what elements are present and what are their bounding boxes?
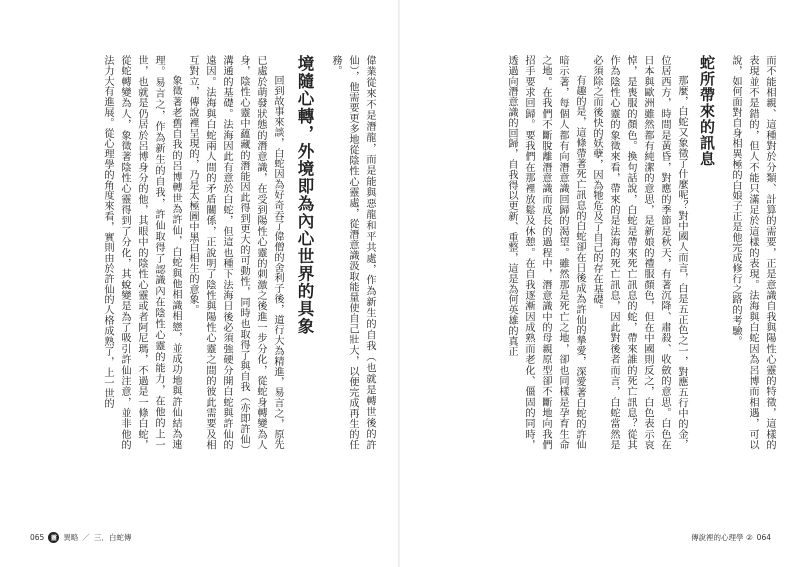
- chapter-name: 三．白蛇傳: [93, 533, 132, 542]
- book-title: 傳說裡的心理學 ②: [691, 533, 753, 542]
- footer-divider: ／: [82, 533, 90, 542]
- page-number-right: 064: [756, 533, 771, 542]
- left-page: [0, 0, 399, 567]
- right-page-body: [418, 55, 778, 450]
- section-heading-snake-message: 蛇所帶來的訊息: [698, 55, 716, 167]
- section-heading-inner-world: 境隨心轉，外境即為內心世界的具象: [295, 55, 314, 335]
- page-number-left: 065: [30, 533, 45, 542]
- right-paragraph-1: 那麼，白蛇又象徵了什麼呢？對中國人而言，白是五正色之一，對應五行中的金，位居西方，時間是黃昏，對應的季節是秋天，有著沉降、肅殺、收斂的意思。白色在日本與歐洲雖然都有純潔的意思，是新娘的禮服顏色，但在中國則反之，白色表示哀悼，是喪服的顏色。換句話說，白蛇是帶來死亡訊息的蛇，帶來誰的死亡訊息？從其作為陰性心靈的象徵來看，帶來的是法海的死亡訊息，因此對後者而言，白蛇當然是必須除之而後快的妖孽，因為牠危及了自己的存在基礎。: [591, 55, 687, 450]
- left-paragraph-2: 象徵著老舊自我的呂博轉世為許仙，白蛇與他相識相戀，並成功地與許仙結為連理。易言之，作為新生的自我，許仙取得了認識內在陰性心靈的能力，在他的上一世，也就是仍居於呂博身分的他，其眼中的陰性心靈或者阿尼瑪，不過是一條白蛇，從蛇轉變為人，象徵著陰性心靈得到了分化，其蛻變是為了吸引許仙注意，並非他的法力大有進展。從心理學的角度來看，實則由於許仙的人格成熟了，上一世的: [102, 55, 181, 450]
- series-name: 異略: [63, 533, 79, 542]
- left-page-body: [18, 55, 378, 450]
- right-paragraph-intro: 而不能相親、這種對於分類、計算的需要，正是意識自我與陽性心靈的特徵，這樣的表現並不是錯的，但人不能只滿足於這樣的表現。法海與白蛇因為呂博而相遇，可以說，如何面對自身相異極的白娘子正是他完成修行之路的考驗。: [730, 55, 775, 450]
- right-paragraph-2: 有趣的是，這條帶著死亡訊息的白蛇卻在日後成為許仙的摯愛，深愛著白蛇的許仙暗示著，每個人都有向潛意識回歸的渴望。雖然那是死亡之地，卻也同樣是孕育生命之地。在我們不斷脫離潛意識而成長的過程中，潛意識中的母親原型卻不斷地向我們招手要求回歸。要我們在那裡放鬆及休憩。在自我逐漸因成熟而老化、僵固的同時，透過向潛意識的回歸，自我得以更新、重整，這是為何英雄的真正: [506, 55, 585, 450]
- left-page-footer: [30, 532, 131, 543]
- right-page: [400, 0, 799, 567]
- left-paragraph-intro: 偉業從來不是潛龍，而是能與惡龍和平共處，作為新生的自我（也就是轉世後的許仙），他需要更多地從陰性心靈處，從潛意識汲取能量使自己壯大，以便完成再生的任務。: [330, 55, 375, 450]
- series-logo-icon: 靈: [48, 532, 59, 543]
- right-page-footer: [691, 532, 771, 543]
- left-paragraph-1: 回到故事來談，白蛇因為好奇吞了偉僧的舍利子後，道行大為精進，易言之，原先已處於萌發狀態的潛意識，在受到陽性心靈的刺激之後進一步分化，從蛇身轉變為人身，陰性心靈中蘊藏的潛能因此得到更大的可動性，同時也取得了與自我（亦即許仙）溝通的基礎。法海因此有意於白蛇，但這也種下法海日後必須強硬分開白蛇與許仙的遠因。法海與白蛇兩人間的矛盾關係，正說明了陰性與陽性心靈之間的彼此需要及相互對立，傳說裡呈現的，乃是太極圖中黑白相生的意象。: [187, 55, 283, 450]
